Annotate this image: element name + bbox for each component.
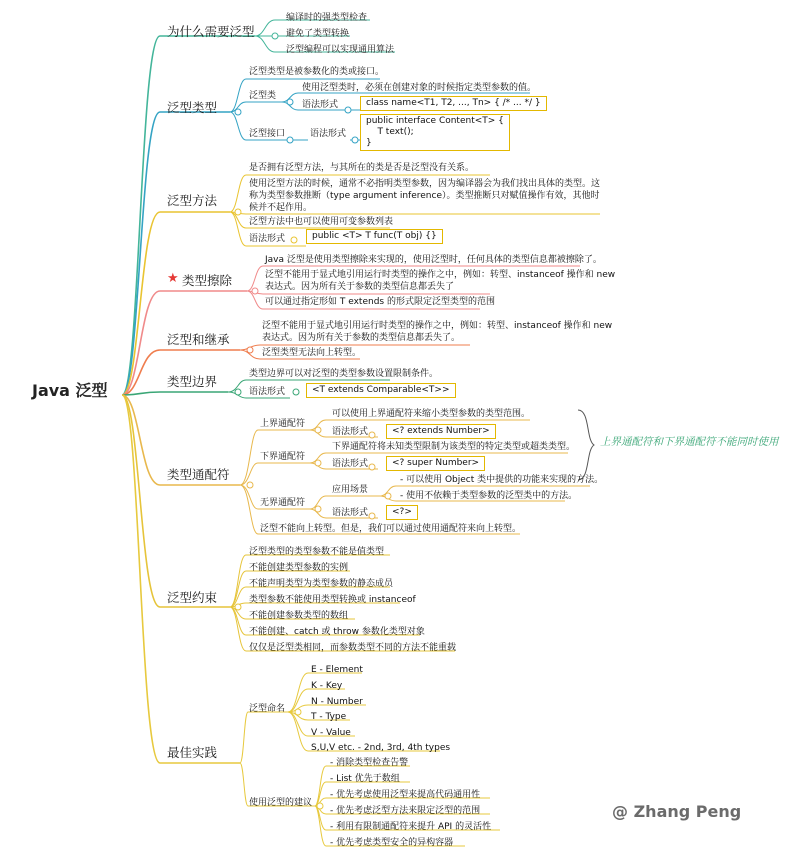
erasure-p3: 可以通过指定形如 T extends 的形式限定泛型类型的范围 (265, 297, 495, 307)
naming-item: T - Type (311, 712, 347, 722)
constraint-item: 不能声明类型为类型参数的静态成员 (249, 579, 394, 589)
lower-wildcard-syntax-label: 语法形式 (332, 459, 369, 469)
naming-item: E - Element (311, 665, 363, 675)
naming-label: 泛型命名 (249, 704, 286, 714)
naming-item: S,U,V etc. - 2nd, 3rd, 4th types (311, 743, 451, 753)
usage-item-2: - 使用不依赖于类型参数的泛型类中的方法。 (400, 491, 578, 501)
root-topic: Java 泛型 (32, 381, 108, 400)
why-item-3: 泛型编程可以实现通用算法 (286, 45, 395, 55)
advice-item: - List 优先于数组 (330, 774, 400, 784)
generic-class-label: 泛型类 (249, 91, 277, 101)
topic-why: 为什么需要泛型 (167, 24, 255, 39)
wildcards-side-note: 上界通配符和下界通配符不能同时使用 (600, 436, 779, 448)
methods-syntax: public <T> T func(T obj) {} (306, 229, 443, 244)
methods-p3: 泛型方法中也可以使用可变参数列表 (249, 217, 394, 227)
unbounded-syntax: <?> (386, 505, 418, 520)
lower-wildcard-label: 下界通配符 (260, 452, 306, 462)
inheritance-p1: 泛型不能用于显式地引用运行时类型的操作之中，例如：转型、instanceof 操作和 new 表达式。因为所有关于参数的类型信息都丢失了。 (262, 321, 613, 343)
topic-generic-types: 泛型类型 (167, 100, 218, 115)
branch-line-constraints (122, 395, 230, 607)
topic-type-erasure: 类型擦除 (182, 273, 233, 288)
generic-class-desc: 使用泛型类时，必须在创建对象的时候指定类型参数的值。 (302, 83, 537, 93)
advice-item: - 优先考虑泛型方法来限定泛型的范围 (330, 806, 481, 816)
topic-generics-and-inheritance: 泛型和继承 (167, 332, 230, 347)
constraint-item: 不能创建参数类型的数组 (249, 611, 349, 621)
unbounded-wildcard-label: 无界通配符 (260, 498, 306, 508)
bounds-desc: 类型边界可以对泛型的类型参数设置限制条件。 (249, 369, 439, 379)
constraint-item: 泛型类型的类型参数不能是值类型 (249, 547, 385, 557)
generic-interface-label: 泛型接口 (249, 129, 286, 139)
lower-wildcard-desc: 下界通配符将未知类型限制为该类型的特定类型或超类类型。 (332, 442, 576, 452)
advice-item: - 优先考虑使用泛型来提高代码通用性 (330, 790, 481, 800)
branch-line-bounds (122, 392, 228, 395)
bounds-syntax-label: 语法形式 (249, 387, 286, 397)
usage-label: 应用场景 (332, 485, 369, 495)
branch-line-best (122, 395, 240, 763)
topic-generic-methods: 泛型方法 (167, 193, 218, 208)
advice-item: - 利用有限制通配符来提升 API 的灵活性 (330, 822, 492, 832)
author-signature: @ Zhang Peng (612, 802, 742, 821)
why-item-1: 编译时的强类型检查 (286, 13, 368, 23)
unbounded-syntax-label: 语法形式 (332, 508, 369, 518)
lower-wildcard-syntax: <? super Number> (386, 456, 485, 471)
generic-types-desc: 泛型类型是被参数化的类或接口。 (249, 67, 385, 77)
erasure-p2: 泛型不能用于显式地引用运行时类型的操作之中，例如：转型、instanceof 操作和 new 表达式。因为所有关于参数的类型信息都丢失了 (265, 270, 616, 292)
naming-item: N - Number (311, 697, 363, 707)
naming-item: K - Key (311, 681, 343, 691)
upper-wildcard-label: 上界通配符 (260, 419, 306, 429)
upper-wildcard-syntax-label: 语法形式 (332, 427, 369, 437)
advice-item: - 优先考虑类型安全的异构容器 (330, 838, 454, 848)
topic-type-bounds: 类型边界 (167, 374, 218, 389)
erasure-p1: Java 泛型是使用类型擦除来实现的，使用泛型时，任何具体的类型信息都被擦除了。 (265, 255, 602, 265)
generic-interface-syntax: public interface Content<T> { T text(); } (360, 114, 510, 151)
inheritance-p2: 泛型类型无法向上转型。 (262, 348, 362, 358)
generic-interface-syntax-label: 语法形式 (310, 129, 347, 139)
methods-syntax-label: 语法形式 (249, 234, 286, 244)
bounds-syntax: <T extends Comparable<T>> (306, 383, 456, 398)
constraint-item: 仅仅是泛型类相同，而参数类型不同的方法不能重载 (249, 643, 457, 653)
wildcards-note: 泛型不能向上转型。但是，我们可以通过使用通配符来向上转型。 (260, 524, 522, 534)
advice-label: 使用泛型的建议 (249, 798, 313, 808)
upper-wildcard-desc: 可以使用上界通配符来缩小类型参数的类型范围。 (332, 409, 531, 419)
usage-item-1: - 可以使用 Object 类中提供的功能来实现的方法。 (400, 475, 604, 485)
upper-wildcard-syntax: <? extends Number> (386, 424, 496, 439)
constraint-item: 类型参数不能使用类型转换或 instanceof (249, 595, 416, 605)
topic-generic-constraints: 泛型约束 (167, 590, 218, 605)
generic-class-syntax-label: 语法形式 (302, 100, 339, 110)
advice-item: - 消除类型检查告警 (330, 758, 409, 768)
star-icon: ★ (167, 271, 179, 286)
constraint-item: 不能创建、catch 或 throw 参数化类型对象 (249, 627, 425, 637)
side-note-brace (578, 410, 594, 480)
topic-type-wildcards: 类型通配符 (167, 467, 230, 482)
naming-item: V - Value (311, 728, 351, 738)
topic-best-practices: 最佳实践 (167, 745, 218, 760)
methods-p1: 是否拥有泛型方法，与其所在的类是否是泛型没有关系。 (249, 163, 475, 173)
generic-class-syntax: class name<T1, T2, ..., Tn> { /* ... */ } (360, 96, 547, 111)
why-item-2: 避免了类型转换 (286, 29, 350, 39)
methods-p2: 使用泛型方法的时候，通常不必指明类型参数，因为编译器会为我们找出具体的类型。这称为类型参数推断（type argument inference）。类型推断只对赋值操作有效，其他时候并不起作用。 (249, 179, 601, 213)
constraint-item: 不能创建类型参数的实例 (249, 563, 349, 573)
